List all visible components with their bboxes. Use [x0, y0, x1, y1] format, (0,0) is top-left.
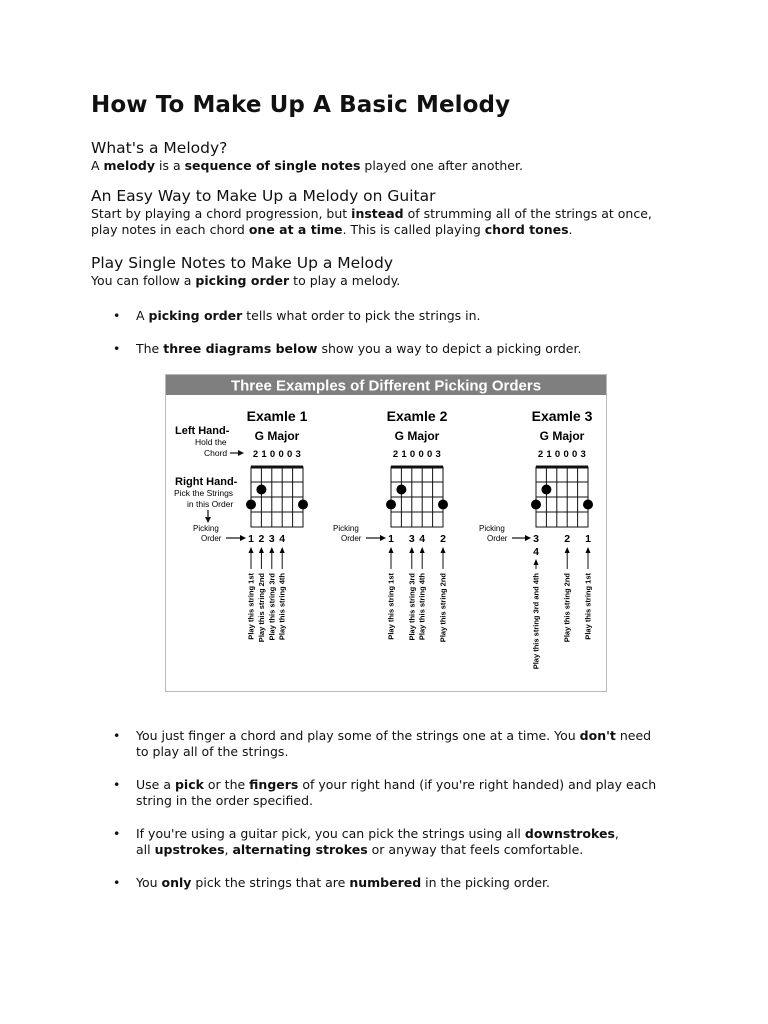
example-title: Examle 3 [531, 408, 593, 424]
picking-number: 1 [388, 533, 394, 545]
chord-arrow-head [238, 450, 244, 456]
string-order-label: Play this string 3rd [407, 573, 417, 641]
finger-dot [396, 485, 406, 495]
paragraph: You can follow a picking order to play a melody. [91, 273, 401, 288]
string-order-label: Play this string 1st [386, 573, 396, 640]
order-label: Order [201, 534, 222, 543]
finger-dot [246, 500, 256, 510]
document-page [91, 92, 691, 908]
finger-dot [531, 500, 541, 510]
example-2 [333, 408, 448, 642]
picking-number: 4 [279, 533, 286, 545]
string-order-label: Play this string 2nd [438, 573, 448, 643]
example-chord: G Major [539, 429, 585, 443]
section-easy-way [91, 186, 691, 238]
section-what-is-melody [91, 138, 691, 174]
picking-number: 3 [533, 533, 539, 545]
string-order-label: Play this string 2nd [562, 573, 572, 643]
example-3 [479, 408, 593, 669]
finger-dot [583, 500, 593, 510]
picking-number: 3 [268, 533, 275, 545]
chord-label: Chord [204, 448, 228, 458]
bullet-list [91, 728, 691, 891]
paragraph-line: play notes in each chord one at a time. This is called playing chord tones. [91, 222, 573, 237]
in-this-order-label: in this Order [187, 499, 234, 509]
list-item: • If you're using a guitar pick, you can pick the strings using all downstrokes, all upstrokes, alternating strokes or anyway that feels comfortable. [91, 826, 691, 858]
page-title: How To Make Up A Basic Melody [91, 92, 511, 118]
example-title: Examle 1 [246, 408, 308, 424]
fingering-label: 2 1 0 0 0 3 [537, 449, 587, 460]
string-order-label: Play this string 4th [277, 573, 287, 641]
picking-number: 2 [564, 533, 571, 545]
order-arrow-head [525, 535, 531, 541]
section-heading: What's a Melody? [91, 139, 228, 157]
finger-dot [438, 500, 448, 510]
order-label: Order [487, 534, 508, 543]
finger-dot [298, 500, 308, 510]
picking-number: 1 [585, 533, 591, 545]
list-item: • You just finger a chord and play some of the strings one at a time. You don't need to play all of the strings. [91, 728, 691, 760]
string-order-label: Play this string 1st [583, 573, 593, 640]
string-order-label: Play this string 2nd [256, 573, 266, 643]
picking-order-figure [165, 374, 607, 692]
picking-number: 1 [248, 533, 254, 545]
order-arrow-head [380, 535, 386, 541]
figure-banner-text: Three Examples of Different Picking Orders [230, 377, 542, 395]
example-chord: G Major [394, 429, 440, 443]
list-item: • The three diagrams below show you a way to depict a picking order. [91, 341, 691, 357]
fingering-label: 2 1 0 0 0 3 [392, 449, 442, 460]
picking-number: 3 [408, 533, 415, 545]
picking-label: Picking [193, 524, 219, 533]
picking-number: 2 [258, 533, 265, 545]
pick-strings-label: Pick the Strings [174, 488, 234, 498]
list-item: • You only pick the strings that are numbered in the picking order. [91, 875, 691, 891]
order-label: Order [341, 534, 362, 543]
order-arrow-head [240, 535, 246, 541]
paragraph: A melody is a sequence of single notes played one after another. [91, 158, 523, 173]
picking-number: 4 [419, 533, 426, 545]
left-hand-label: Left Hand- [175, 425, 230, 437]
example-chord: G Major [254, 429, 300, 443]
picking-number: 4 [533, 546, 539, 558]
right-hand-label: Right Hand- [175, 476, 238, 488]
section-single-notes [91, 253, 691, 289]
section-heading: Play Single Notes to Make Up a Melody [91, 254, 394, 272]
picking-label: Picking [333, 524, 359, 533]
paragraph-line: Start by playing a chord progression, but instead of strumming all of the strings at once, [91, 206, 652, 221]
list-item: • A picking order tells what order to pick the strings in. [91, 308, 691, 324]
picking-label: Picking [479, 524, 505, 533]
string-order-label: Play this string 4th [417, 573, 427, 641]
string-order-label: Play this string 1st [246, 573, 256, 640]
fingering-label: 2 1 0 0 0 3 [252, 449, 302, 460]
finger-dot [541, 485, 551, 495]
example-title: Examle 2 [386, 408, 448, 424]
picking-order-diagram [166, 375, 606, 691]
list-item: • Use a pick or the fingers of your right hand (if you're right handed) and play each string in the order specified. [91, 777, 691, 809]
string-order-label: Play this string 3rd and 4th [531, 573, 541, 670]
hold-the-label: Hold the [195, 437, 227, 447]
finger-dot [256, 485, 266, 495]
picking-number: 2 [440, 533, 446, 545]
bullet-list [91, 308, 691, 357]
string-order-label: Play this string 3rd [267, 573, 277, 641]
right-hand-arrow-head [205, 517, 211, 523]
section-heading: An Easy Way to Make Up a Melody on Guitar [91, 187, 436, 205]
finger-dot [386, 500, 396, 510]
